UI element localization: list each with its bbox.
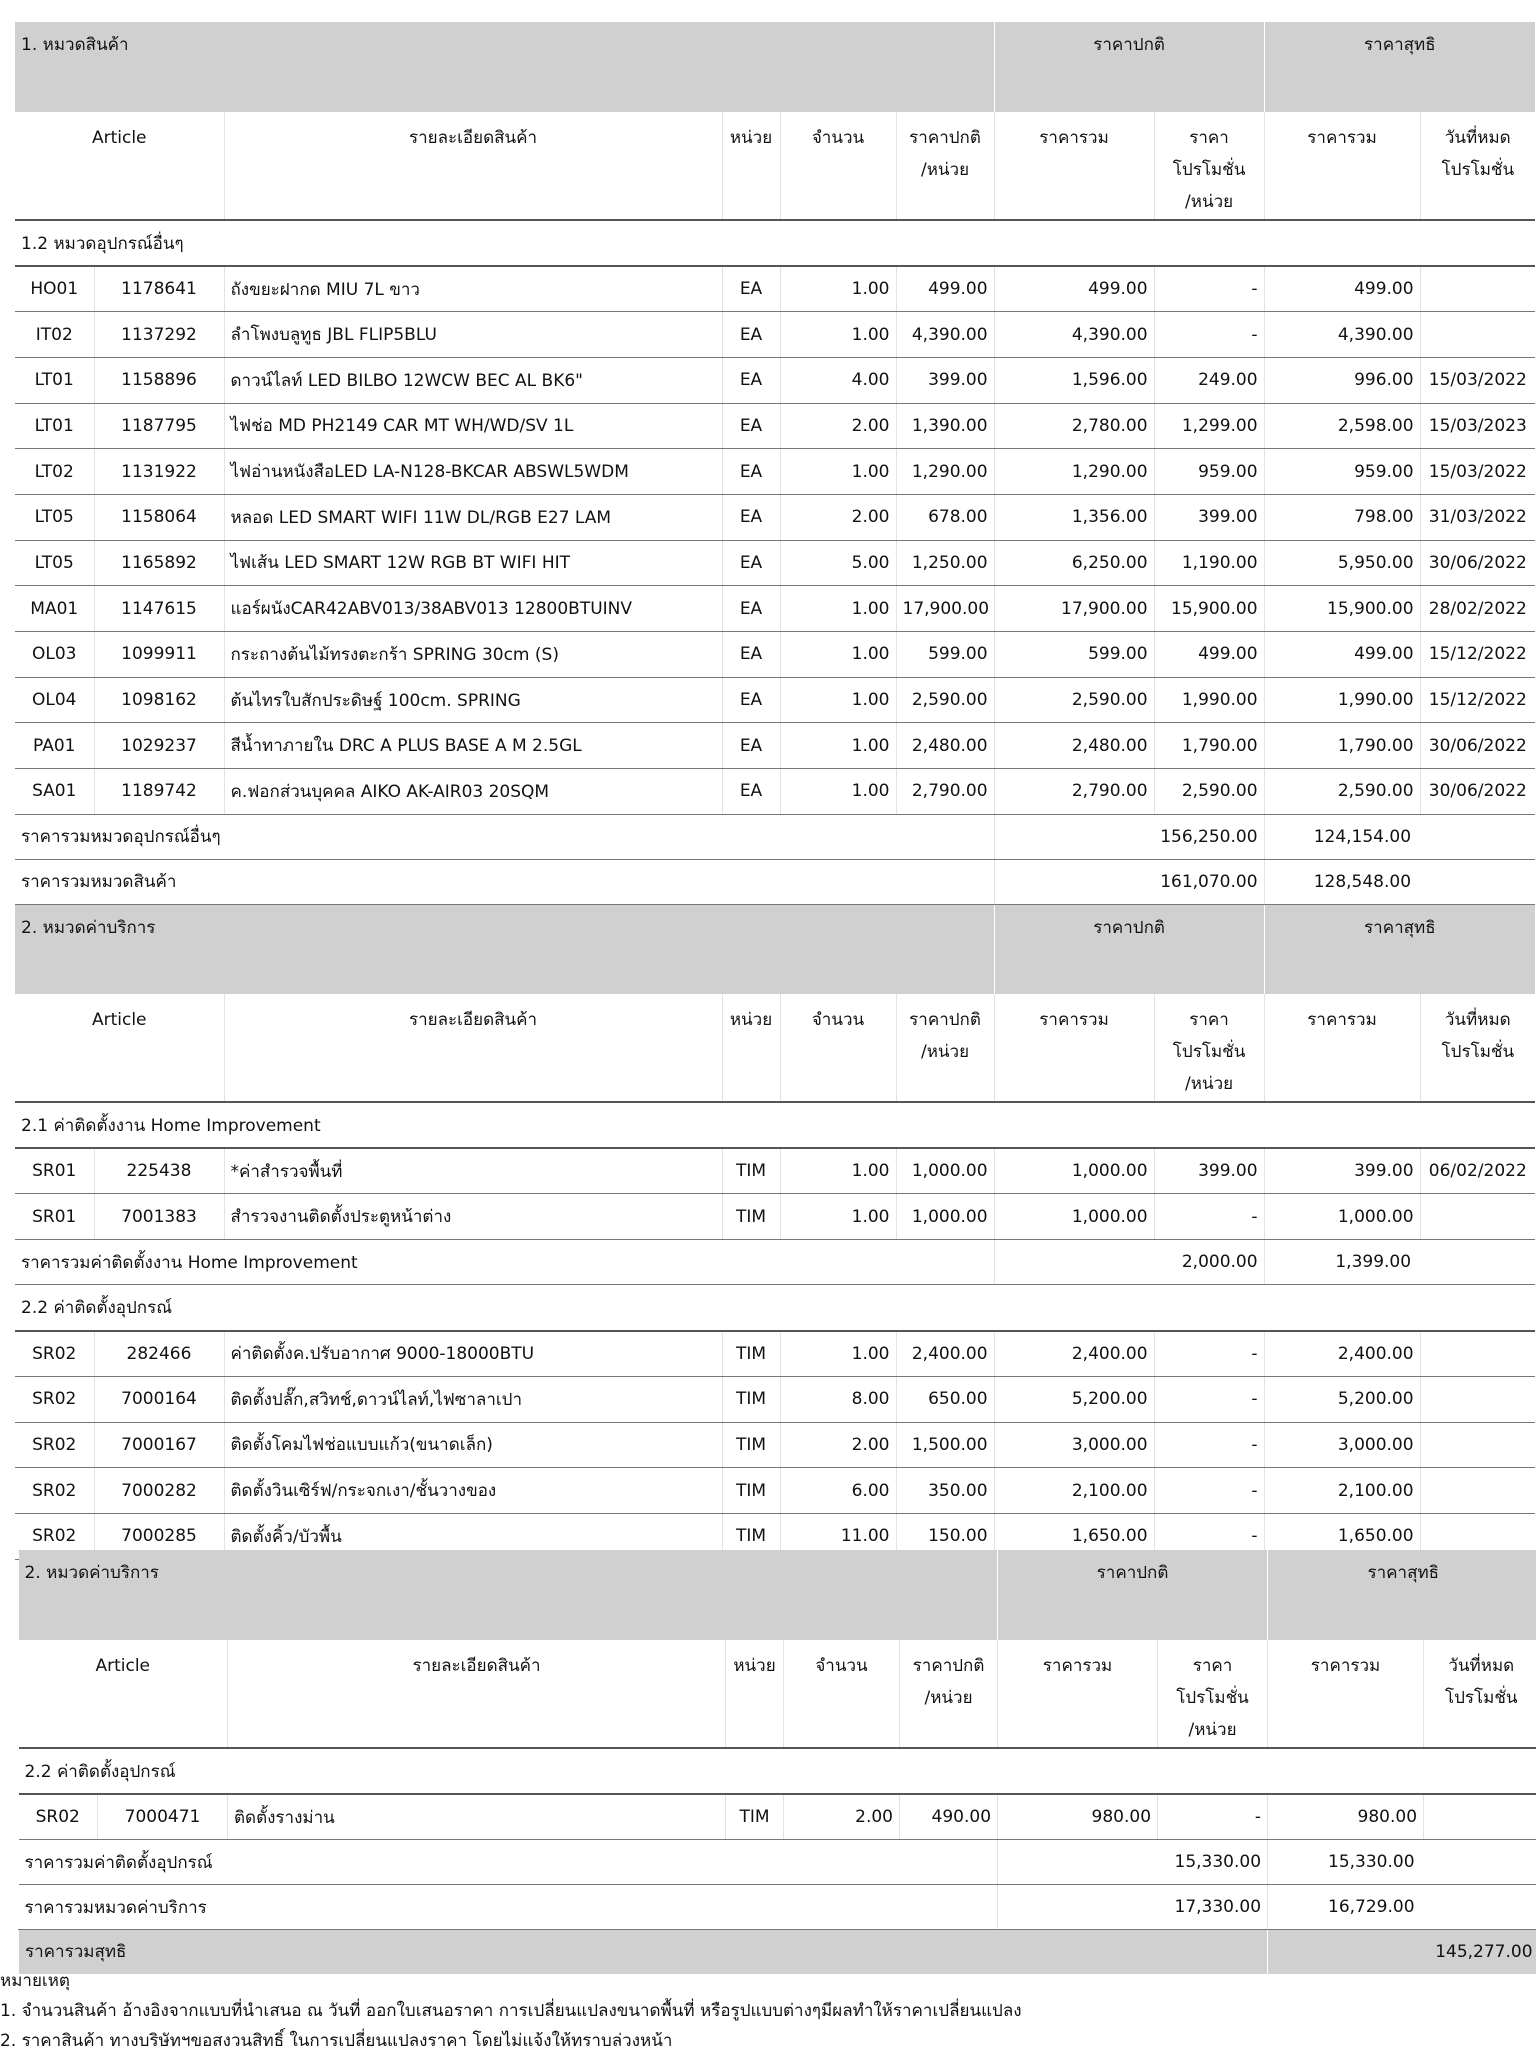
col-article: Article: [19, 1640, 228, 1748]
article-number: 1158064: [94, 494, 224, 540]
article-code: SA01: [15, 769, 94, 815]
item-unit-price: 1,000.00: [896, 1148, 994, 1194]
item-promo-end: 15/03/2023: [1420, 403, 1535, 449]
item-unit-price: 1,290.00: [896, 449, 994, 495]
item-net-total: 996.00: [1264, 357, 1420, 403]
item-net-total: 499.00: [1264, 266, 1420, 312]
item-total: 1,000.00: [994, 1148, 1154, 1194]
item-net-total: 2,598.00: [1264, 403, 1420, 449]
table-row: [15, 540, 1535, 586]
item-promo-end: 31/03/2022: [1420, 494, 1535, 540]
item-description: ค.ฟอกส่วนบุคคล AIKO AK-AIR03 20SQM: [224, 769, 722, 815]
item-total: 1,650.00: [994, 1513, 1154, 1559]
item-promo-end: [1420, 1331, 1535, 1377]
item-quantity: 5.00: [780, 540, 896, 586]
item-total: 1,290.00: [994, 449, 1154, 495]
item-total: 1,000.00: [994, 1194, 1154, 1240]
table-row: [15, 357, 1535, 403]
item-net-total: 5,200.00: [1264, 1376, 1420, 1422]
article-code: HO01: [15, 266, 94, 312]
article-number: 1178641: [94, 266, 224, 312]
article-code: SR02: [15, 1422, 94, 1468]
col-article: Article: [15, 994, 224, 1102]
article-number: 1029237: [94, 723, 224, 769]
item-promo-end: 06/02/2022: [1420, 1148, 1535, 1194]
item-promo-price: -: [1154, 312, 1264, 358]
col-article: Article: [15, 112, 224, 220]
item-description: ไฟอ่านหนังสือLED LA-N128-BKCAR ABSWL5WDM: [224, 449, 722, 495]
item-unit: EA: [722, 723, 780, 769]
item-description: หลอด LED SMART WIFI 11W DL/RGB E27 LAM: [224, 494, 722, 540]
item-total: 1,596.00: [994, 357, 1154, 403]
item-promo-price: 959.00: [1154, 449, 1264, 495]
item-total: 980.00: [998, 1794, 1158, 1840]
article-number: 1189742: [94, 769, 224, 815]
item-unit-price: 490.00: [900, 1794, 998, 1840]
article-code: OL03: [15, 632, 94, 678]
item-promo-end: 15/12/2022: [1420, 677, 1535, 723]
item-total: 2,590.00: [994, 677, 1154, 723]
table-row: [15, 769, 1535, 815]
article-code: MA01: [15, 586, 94, 632]
category-total-net: 128,548.00: [1264, 859, 1535, 904]
item-unit: EA: [722, 632, 780, 678]
item-unit-price: 2,790.00: [896, 769, 994, 815]
table-row: [15, 586, 1535, 632]
item-unit-price: 1,390.00: [896, 403, 994, 449]
article-code: IT02: [15, 312, 94, 358]
article-code: OL04: [15, 677, 94, 723]
item-unit: TIM: [722, 1468, 780, 1514]
article-number: 1099911: [94, 632, 224, 678]
article-number: 1147615: [94, 586, 224, 632]
item-unit: TIM: [722, 1331, 780, 1377]
item-total: 3,000.00: [994, 1422, 1154, 1468]
item-quantity: 1.00: [780, 586, 896, 632]
col-price: ราคาปกติ /หน่วย: [896, 112, 994, 220]
item-quantity: 2.00: [780, 403, 896, 449]
item-net-total: 1,000.00: [1264, 1194, 1420, 1240]
col-price: ราคาปกติ /หน่วย: [900, 1640, 998, 1748]
section-title: 2. หมวดค่าบริการ: [15, 904, 994, 994]
item-total: 2,480.00: [994, 723, 1154, 769]
column-header-row: [15, 994, 1535, 1102]
note-2: 2. ราคาสินค้า ทางบริษัทฯขอสงวนสิทธิ์ ในการเปลี่ยนแปลงราคา โดยไม่แจ้งให้ทราบล่วงหน้า: [0, 2026, 1022, 2056]
article-number: 1137292: [94, 312, 224, 358]
article-number: 1098162: [94, 677, 224, 723]
article-code: SR01: [15, 1148, 94, 1194]
article-code: LT05: [15, 494, 94, 540]
item-net-total: 5,950.00: [1264, 540, 1420, 586]
article-code: LT02: [15, 449, 94, 495]
table-row: [15, 1148, 1535, 1194]
normal-price-group-header: ราคาปกติ: [998, 1550, 1268, 1640]
net-price-group-header: ราคาสุทธิ: [1268, 1550, 1536, 1640]
subsection-title: 2.2 ค่าติดตั้งอุปกรณ์: [15, 1285, 1535, 1331]
subtotal-normal: 156,250.00: [994, 814, 1264, 859]
item-unit-price: 499.00: [896, 266, 994, 312]
item-description: ไฟช่อ MD PH2149 CAR MT WH/WD/SV 1L: [224, 403, 722, 449]
subsection-title: 1.2 หมวดอุปกรณ์อื่นๆ: [15, 220, 1535, 266]
item-unit: EA: [722, 769, 780, 815]
item-unit-price: 599.00: [896, 632, 994, 678]
item-promo-end: 28/02/2022: [1420, 586, 1535, 632]
col-desc: รายละเอียดสินค้า: [224, 994, 722, 1102]
item-promo-end: [1420, 312, 1535, 358]
item-unit: EA: [722, 586, 780, 632]
article-number: 7000285: [94, 1513, 224, 1559]
table-row: [15, 312, 1535, 358]
item-unit: TIM: [726, 1794, 784, 1840]
item-description: สำรวจงานติดตั้งประตูหน้าต่าง: [224, 1194, 722, 1240]
item-description: ค่าติดตั้งค.ปรับอากาศ 9000-18000BTU: [224, 1331, 722, 1377]
item-quantity: 1.00: [780, 769, 896, 815]
col-desc: รายละเอียดสินค้า: [224, 112, 722, 220]
article-number: 282466: [94, 1331, 224, 1377]
item-promo-end: [1420, 1376, 1535, 1422]
item-unit: TIM: [722, 1513, 780, 1559]
item-quantity: 4.00: [780, 357, 896, 403]
table-row: [15, 677, 1535, 723]
col-promo-end: วันที่หมด โปรโมชั่น: [1424, 1640, 1536, 1748]
table-row: [15, 403, 1535, 449]
item-promo-end: [1420, 266, 1535, 312]
item-promo-price: 249.00: [1154, 357, 1264, 403]
item-promo-end: 30/06/2022: [1420, 540, 1535, 586]
item-quantity: 1.00: [780, 266, 896, 312]
category-total-normal: 17,330.00: [998, 1885, 1268, 1930]
section-title: 1. หมวดสินค้า: [15, 22, 994, 112]
article-code: LT05: [15, 540, 94, 586]
col-unit: หน่วย: [722, 994, 780, 1102]
item-promo-price: 1,990.00: [1154, 677, 1264, 723]
table-row: [15, 1422, 1535, 1468]
article-number: 7001383: [94, 1194, 224, 1240]
item-unit: EA: [722, 357, 780, 403]
item-promo-price: -: [1154, 1422, 1264, 1468]
item-total: 599.00: [994, 632, 1154, 678]
article-number: 7000471: [98, 1794, 228, 1840]
item-quantity: 1.00: [780, 449, 896, 495]
col-desc: รายละเอียดสินค้า: [228, 1640, 726, 1748]
article-code: SR01: [15, 1194, 94, 1240]
table-row: [15, 1376, 1535, 1422]
item-unit: EA: [722, 312, 780, 358]
table-row: [15, 1331, 1535, 1377]
article-code: SR02: [15, 1331, 94, 1377]
item-net-total: 980.00: [1268, 1794, 1424, 1840]
item-promo-end: [1420, 1468, 1535, 1514]
item-description: ลำโพงบลูทูธ JBL FLIP5BLU: [224, 312, 722, 358]
article-code: LT01: [15, 357, 94, 403]
item-net-total: 1,790.00: [1264, 723, 1420, 769]
col-total: ราคารวม: [998, 1640, 1158, 1748]
item-unit-price: 2,400.00: [896, 1331, 994, 1377]
item-promo-price: 499.00: [1154, 632, 1264, 678]
item-quantity: 1.00: [780, 1331, 896, 1377]
item-quantity: 6.00: [780, 1468, 896, 1514]
item-total: 6,250.00: [994, 540, 1154, 586]
item-quantity: 1.00: [780, 312, 896, 358]
item-total: 2,400.00: [994, 1331, 1154, 1377]
section-title: 2. หมวดค่าบริการ: [19, 1550, 998, 1640]
item-net-total: 1,990.00: [1264, 677, 1420, 723]
item-description: ติดตั้งปลั๊ก,สวิทช์,ดาวน์ไลท์,ไฟซาลาเปา: [224, 1376, 722, 1422]
item-unit-price: 678.00: [896, 494, 994, 540]
subtotal-label: ราคารวมค่าติดตั้งอุปกรณ์: [19, 1840, 998, 1885]
item-total: 499.00: [994, 266, 1154, 312]
services-continued-table: [18, 1550, 1536, 1974]
col-net-total: ราคารวม: [1268, 1640, 1424, 1748]
item-net-total: 15,900.00: [1264, 586, 1420, 632]
item-quantity: 2.00: [784, 1794, 900, 1840]
item-quantity: 1.00: [780, 677, 896, 723]
table-row: [15, 1468, 1535, 1514]
item-net-total: 959.00: [1264, 449, 1420, 495]
item-promo-price: -: [1154, 1513, 1264, 1559]
item-description: ไฟเส้น LED SMART 12W RGB BT WIFI HIT: [224, 540, 722, 586]
item-promo-price: -: [1154, 1331, 1264, 1377]
item-promo-price: -: [1154, 1376, 1264, 1422]
col-net-total: ราคารวม: [1264, 994, 1420, 1102]
item-promo-price: -: [1154, 1194, 1264, 1240]
table-row: [15, 1194, 1535, 1240]
col-qty: จำนวน: [780, 994, 896, 1102]
col-total: ราคารวม: [994, 112, 1154, 220]
item-description: กระถางต้นไม้ทรงตะกร้า SPRING 30cm (S): [224, 632, 722, 678]
item-quantity: 1.00: [780, 723, 896, 769]
item-promo-end: [1420, 1422, 1535, 1468]
grand-total-label: ราคารวมสุทธิ: [19, 1930, 1268, 1974]
article-code: SR02: [15, 1513, 94, 1559]
note-1: 1. จำนวนสินค้า อ้างอิงจากแบบที่นำเสนอ ณ วันที่ ออกใบเสนอราคา การเปลี่ยนแปลงขนาดพื้นที่ หรือรูปแบบต่างๆมีผลทำให้ราคาเปลี่ยนแปลง: [0, 1996, 1022, 2026]
subtotal-net: 124,154.00: [1264, 814, 1535, 859]
column-header-row: [19, 1640, 1536, 1748]
item-unit: EA: [722, 494, 780, 540]
category-total-normal: 161,070.00: [994, 859, 1264, 904]
item-description: ติดตั้งโคมไฟช่อแบบแก้ว(ขนาดเล็ก): [224, 1422, 722, 1468]
item-description: ต้นไทรใบสักประดิษฐ์ 100cm. SPRING: [224, 677, 722, 723]
item-unit: TIM: [722, 1194, 780, 1240]
item-unit-price: 17,900.00: [896, 586, 994, 632]
net-price-group-header: ราคาสุทธิ: [1264, 22, 1535, 112]
grand-total-value: 145,277.00: [1268, 1930, 1536, 1974]
item-unit-price: 1,000.00: [896, 1194, 994, 1240]
article-number: 7000164: [94, 1376, 224, 1422]
item-description: สีน้ำทาภายใน DRC A PLUS BASE A M 2.5GL: [224, 723, 722, 769]
subtotal-net: 1,399.00: [1264, 1240, 1535, 1285]
item-quantity: 1.00: [780, 1148, 896, 1194]
table-row: [15, 494, 1535, 540]
col-total: ราคารวม: [994, 994, 1154, 1102]
item-total: 17,900.00: [994, 586, 1154, 632]
item-description: ดาวน์ไลท์ LED BILBO 12WCW BEC AL BK6": [224, 357, 722, 403]
item-net-total: 2,400.00: [1264, 1331, 1420, 1377]
item-unit: EA: [722, 540, 780, 586]
notes: [0, 1966, 1022, 2056]
item-unit: EA: [722, 266, 780, 312]
item-description: แอร์ผนังCAR42ABV013/38ABV013 12800BTUINV: [224, 586, 722, 632]
table-row: [15, 723, 1535, 769]
item-quantity: 2.00: [780, 1422, 896, 1468]
item-unit-price: 1,250.00: [896, 540, 994, 586]
table-row: [19, 1794, 1536, 1840]
item-net-total: 1,650.00: [1264, 1513, 1420, 1559]
item-total: 4,390.00: [994, 312, 1154, 358]
item-quantity: 8.00: [780, 1376, 896, 1422]
item-unit: EA: [722, 677, 780, 723]
item-unit-price: 150.00: [896, 1513, 994, 1559]
table-row: [15, 449, 1535, 495]
col-net-total: ราคารวม: [1264, 112, 1420, 220]
item-total: 1,356.00: [994, 494, 1154, 540]
col-promo: ราคา โปรโมชั่น /หน่วย: [1154, 994, 1264, 1102]
item-promo-end: 30/06/2022: [1420, 769, 1535, 815]
item-unit: EA: [722, 449, 780, 495]
net-price-group-header: ราคาสุทธิ: [1264, 904, 1535, 994]
col-qty: จำนวน: [780, 112, 896, 220]
subsection-title: 2.2 ค่าติดตั้งอุปกรณ์: [19, 1748, 1536, 1794]
item-promo-end: 15/12/2022: [1420, 632, 1535, 678]
item-promo-price: -: [1158, 1794, 1268, 1840]
category-total-label: ราคารวมหมวดค่าบริการ: [19, 1885, 998, 1930]
item-net-total: 499.00: [1264, 632, 1420, 678]
item-promo-price: 2,590.00: [1154, 769, 1264, 815]
item-promo-end: 15/03/2022: [1420, 449, 1535, 495]
item-promo-price: -: [1154, 266, 1264, 312]
normal-price-group-header: ราคาปกติ: [994, 904, 1264, 994]
column-header-row: [15, 112, 1535, 220]
item-promo-price: 15,900.00: [1154, 586, 1264, 632]
article-number: 1187795: [94, 403, 224, 449]
item-promo-price: 399.00: [1154, 494, 1264, 540]
table-row: [15, 266, 1535, 312]
item-unit-price: 2,480.00: [896, 723, 994, 769]
item-quantity: 11.00: [780, 1513, 896, 1559]
item-net-total: 4,390.00: [1264, 312, 1420, 358]
col-price: ราคาปกติ /หน่วย: [896, 994, 994, 1102]
item-unit-price: 4,390.00: [896, 312, 994, 358]
item-net-total: 399.00: [1264, 1148, 1420, 1194]
subtotal-normal: 15,330.00: [998, 1840, 1268, 1885]
item-promo-price: -: [1154, 1468, 1264, 1514]
article-number: 1158896: [94, 357, 224, 403]
item-net-total: 2,100.00: [1264, 1468, 1420, 1514]
col-qty: จำนวน: [784, 1640, 900, 1748]
item-description: ติดตั้งรางม่าน: [228, 1794, 726, 1840]
subtotal-label: ราคารวมค่าติดตั้งงาน Home Improvement: [15, 1240, 994, 1285]
item-net-total: 2,590.00: [1264, 769, 1420, 815]
products-table: [15, 22, 1535, 1560]
normal-price-group-header: ราคาปกติ: [994, 22, 1264, 112]
item-description: ติดตั้งคิ้ว/บัวพื้น: [224, 1513, 722, 1559]
item-promo-price: 1,790.00: [1154, 723, 1264, 769]
category-total-label: ราคารวมหมวดสินค้า: [15, 859, 994, 904]
article-code: LT01: [15, 403, 94, 449]
item-unit-price: 399.00: [896, 357, 994, 403]
item-promo-price: 399.00: [1154, 1148, 1264, 1194]
item-quantity: 2.00: [780, 494, 896, 540]
item-quantity: 1.00: [780, 1194, 896, 1240]
col-promo: ราคา โปรโมชั่น /หน่วย: [1158, 1640, 1268, 1748]
item-unit: EA: [722, 403, 780, 449]
notes-title: หมายเหตุ: [0, 1966, 1022, 1996]
item-promo-end: 15/03/2022: [1420, 357, 1535, 403]
subtotal-label: ราคารวมหมวดอุปกรณ์อื่นๆ: [15, 814, 994, 859]
article-code: SR02: [15, 1376, 94, 1422]
col-unit: หน่วย: [726, 1640, 784, 1748]
item-description: *ค่าสำรวจพื้นที่: [224, 1148, 722, 1194]
subtotal-normal: 2,000.00: [994, 1240, 1264, 1285]
item-description: ติดตั้งวินเซิร์ฟ/กระจกเงา/ชั้นวางของ: [224, 1468, 722, 1514]
item-unit: TIM: [722, 1422, 780, 1468]
item-unit: TIM: [722, 1148, 780, 1194]
article-number: 1131922: [94, 449, 224, 495]
item-total: 2,780.00: [994, 403, 1154, 449]
col-promo: ราคา โปรโมชั่น /หน่วย: [1154, 112, 1264, 220]
article-number: 225438: [94, 1148, 224, 1194]
item-promo-end: 30/06/2022: [1420, 723, 1535, 769]
item-net-total: 798.00: [1264, 494, 1420, 540]
item-promo-price: 1,299.00: [1154, 403, 1264, 449]
item-unit-price: 1,500.00: [896, 1422, 994, 1468]
article-code: PA01: [15, 723, 94, 769]
item-unit-price: 2,590.00: [896, 677, 994, 723]
article-code: SR02: [15, 1468, 94, 1514]
col-promo-end: วันที่หมด โปรโมชั่น: [1420, 112, 1535, 220]
article-number: 7000282: [94, 1468, 224, 1514]
item-unit: TIM: [722, 1376, 780, 1422]
col-promo-end: วันที่หมด โปรโมชั่น: [1420, 994, 1535, 1102]
category-total-net: 16,729.00: [1268, 1885, 1536, 1930]
article-number: 7000167: [94, 1422, 224, 1468]
item-total: 5,200.00: [994, 1376, 1154, 1422]
subtotal-net: 15,330.00: [1268, 1840, 1536, 1885]
table-row: [15, 632, 1535, 678]
item-promo-end: [1424, 1794, 1536, 1840]
article-number: 1165892: [94, 540, 224, 586]
item-description: ถังขยะฝากด MIU 7L ขาว: [224, 266, 722, 312]
item-total: 2,100.00: [994, 1468, 1154, 1514]
item-promo-end: [1420, 1194, 1535, 1240]
item-unit-price: 650.00: [896, 1376, 994, 1422]
item-total: 2,790.00: [994, 769, 1154, 815]
item-promo-price: 1,190.00: [1154, 540, 1264, 586]
item-quantity: 1.00: [780, 632, 896, 678]
subsection-title: 2.1 ค่าติดตั้งงาน Home Improvement: [15, 1102, 1535, 1148]
item-unit-price: 350.00: [896, 1468, 994, 1514]
article-code: SR02: [19, 1794, 98, 1840]
col-unit: หน่วย: [722, 112, 780, 220]
item-net-total: 3,000.00: [1264, 1422, 1420, 1468]
